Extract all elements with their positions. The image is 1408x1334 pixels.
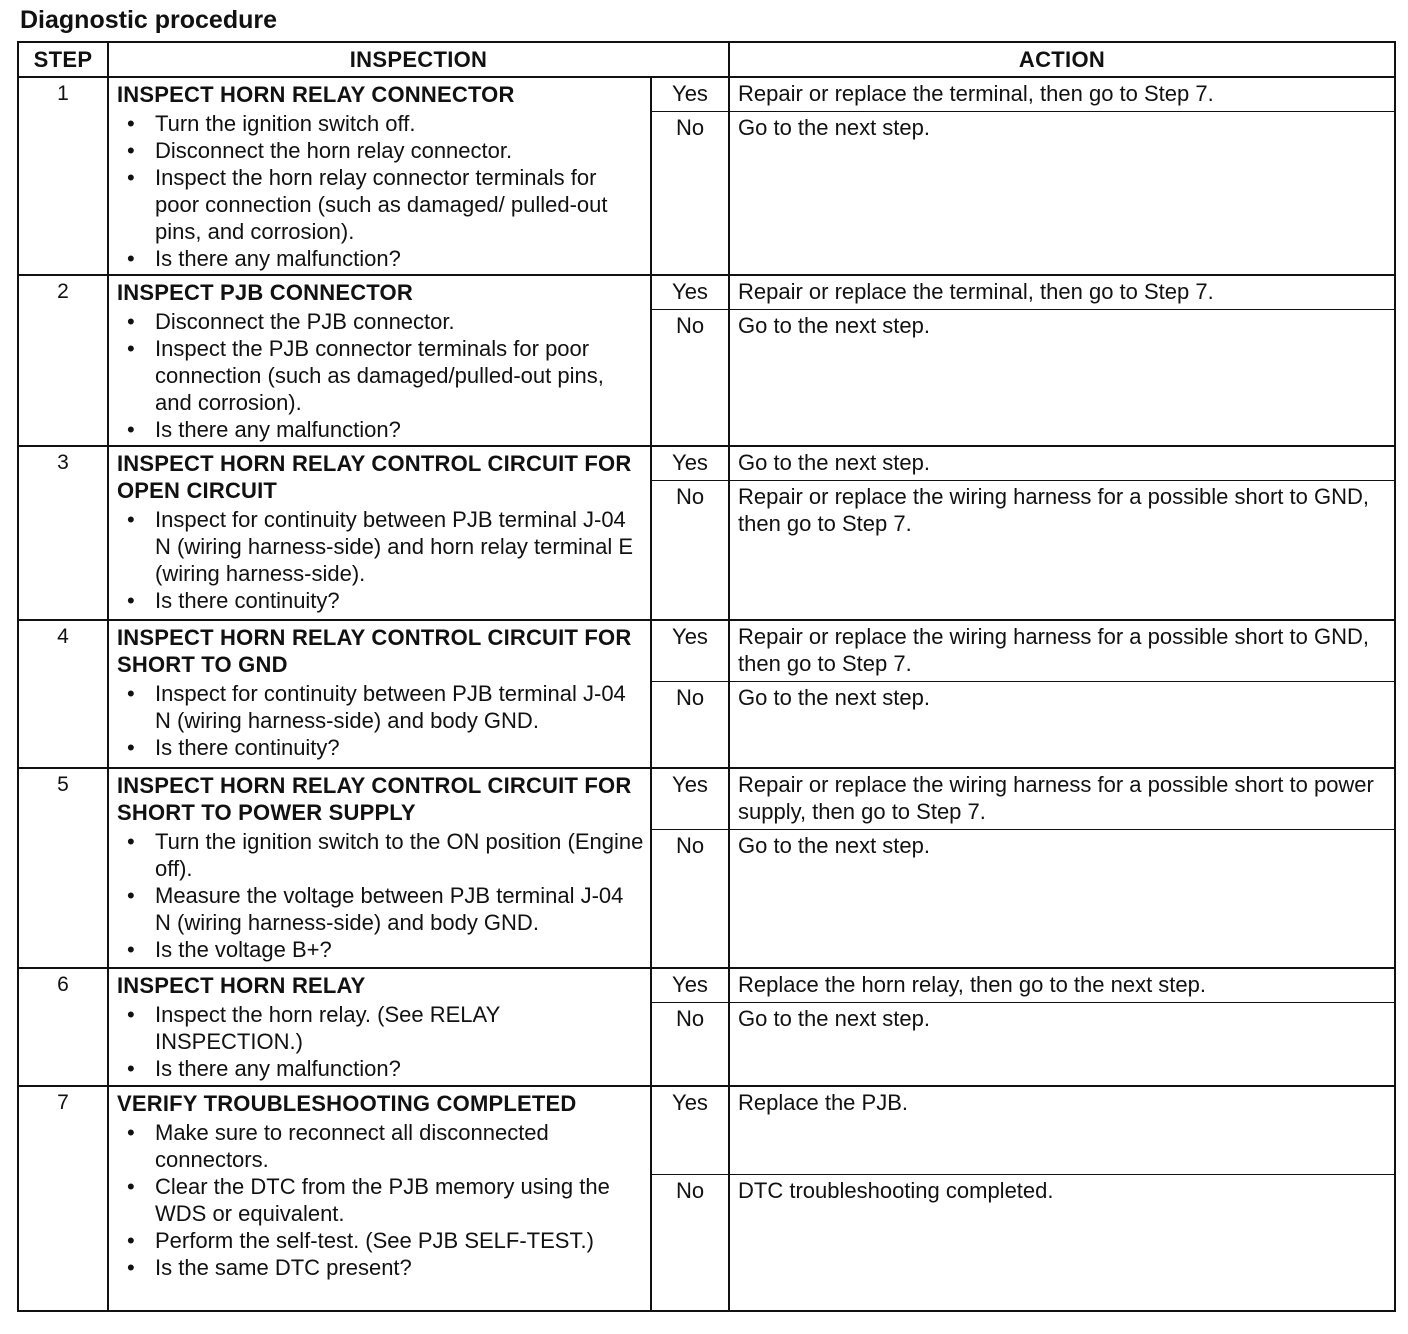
step-number: 4	[19, 621, 109, 769]
step-number: 3	[19, 447, 109, 621]
inspection-bullet: • Is the same DTC present?	[117, 1254, 644, 1281]
yes-label: Yes	[652, 447, 728, 481]
inspection-bullets	[117, 680, 644, 761]
inspection-bullet: • Is the voltage B+?	[117, 936, 644, 963]
inspection-bullet: • Inspect the PJB connector terminals for poor connection (such as damaged/pulled-out pins, and corrosion).	[117, 335, 644, 416]
header-step: STEP	[19, 43, 109, 78]
inspection-bullet: • Turn the ignition switch to the ON position (Engine off).	[117, 828, 644, 882]
inspection-bullet: • Make sure to reconnect all disconnected connectors.	[117, 1119, 644, 1173]
action-cell	[730, 1087, 1394, 1310]
action-cell	[730, 447, 1394, 621]
inspection-bullets	[117, 308, 644, 443]
yes-action: Repair or replace the wiring harness for a possible short to power supply, then go to Step 7.	[730, 769, 1394, 830]
no-label: No	[675, 484, 705, 509]
inspection-bullet: • Perform the self-test. (See PJB SELF-TEST.)	[117, 1227, 644, 1254]
yes-label: Yes	[652, 276, 728, 310]
no-action: Go to the next step.	[738, 1006, 931, 1031]
no-action: Go to the next step.	[738, 313, 931, 338]
yes-label: Yes	[652, 78, 728, 112]
inspection-cell	[109, 621, 652, 769]
inspection-cell	[109, 969, 652, 1087]
inspection-bullet: • Disconnect the horn relay connector.	[117, 137, 644, 164]
no-label: No	[675, 1006, 705, 1031]
no-label: No	[675, 115, 705, 140]
header-inspection: INSPECTION	[109, 43, 730, 78]
inspection-heading: VERIFY TROUBLESHOOTING COMPLETED	[117, 1091, 577, 1116]
inspection-bullets	[117, 1119, 644, 1281]
no-label: No	[675, 685, 705, 710]
no-action: DTC troubleshooting completed.	[738, 1178, 1054, 1203]
step-number: 5	[19, 769, 109, 969]
inspection-cell	[109, 447, 652, 621]
page-title: Diagnostic procedure	[20, 6, 277, 34]
inspection-cell	[109, 1087, 652, 1310]
no-label: No	[675, 1178, 705, 1203]
inspection-bullet: • Is there any malfunction?	[117, 1055, 644, 1082]
inspection-heading: INSPECT PJB CONNECTOR	[117, 280, 413, 305]
yes-no-cell	[652, 621, 730, 769]
yes-label: Yes	[652, 969, 728, 1003]
yes-no-cell	[652, 969, 730, 1087]
inspection-bullet: • Is there continuity?	[117, 587, 644, 614]
inspection-bullet: • Turn the ignition switch off.	[117, 110, 644, 137]
yes-action: Repair or replace the terminal, then go to Step 7.	[730, 78, 1394, 112]
yes-label: Yes	[652, 769, 728, 830]
diagnostic-table	[17, 41, 1396, 1312]
yes-label: Yes	[652, 1087, 728, 1175]
inspection-bullet: • Disconnect the PJB connector.	[117, 308, 644, 335]
inspection-bullet: • Inspect for continuity between PJB terminal J-04 N (wiring harness-side) and body GND.	[117, 680, 644, 734]
inspection-heading: INSPECT HORN RELAY	[117, 973, 366, 998]
inspection-bullet: • Clear the DTC from the PJB memory using the WDS or equivalent.	[117, 1173, 644, 1227]
inspection-bullet: • Is there continuity?	[117, 734, 644, 761]
inspection-bullet: • Is there any malfunction?	[117, 245, 644, 272]
header-action: ACTION	[730, 43, 1394, 78]
inspection-cell	[109, 276, 652, 447]
inspection-bullet: • Inspect for continuity between PJB terminal J-04 N (wiring harness-side) and horn relay terminal E (wiring harness-side).	[117, 506, 644, 587]
action-cell	[730, 969, 1394, 1087]
inspection-bullets	[117, 110, 644, 272]
inspection-bullets	[117, 506, 644, 614]
inspection-heading: INSPECT HORN RELAY CONTROL CIRCUIT FOR OPEN CIRCUIT	[117, 451, 632, 503]
no-action: Go to the next step.	[738, 833, 931, 858]
step-number: 7	[19, 1087, 109, 1310]
inspection-bullet: • Is there any malfunction?	[117, 416, 644, 443]
inspection-bullet: • Measure the voltage between PJB terminal J-04 N (wiring harness-side) and body GND.	[117, 882, 644, 936]
inspection-heading: INSPECT HORN RELAY CONTROL CIRCUIT FOR SHORT TO POWER SUPPLY	[117, 773, 632, 825]
yes-no-cell	[652, 78, 730, 276]
no-action: Go to the next step.	[738, 115, 931, 140]
yes-no-cell	[652, 447, 730, 621]
yes-no-cell	[652, 1087, 730, 1310]
no-action: Repair or replace the wiring harness for a possible short to GND, then go to Step 7.	[738, 484, 1369, 536]
action-cell	[730, 621, 1394, 769]
yes-no-cell	[652, 769, 730, 969]
action-cell	[730, 769, 1394, 969]
action-cell	[730, 276, 1394, 447]
no-action: Go to the next step.	[738, 685, 931, 710]
yes-action: Go to the next step.	[730, 447, 1394, 481]
inspection-bullet: • Inspect the horn relay. (See RELAY INSPECTION.)	[117, 1001, 644, 1055]
inspection-cell	[109, 78, 652, 276]
step-number: 2	[19, 276, 109, 447]
yes-no-cell	[652, 276, 730, 447]
inspection-cell	[109, 769, 652, 969]
no-label: No	[675, 833, 705, 858]
yes-label: Yes	[652, 621, 728, 682]
inspection-heading: INSPECT HORN RELAY CONTROL CIRCUIT FOR SHORT TO GND	[117, 625, 632, 677]
yes-action: Repair or replace the wiring harness for a possible short to GND, then go to Step 7.	[730, 621, 1394, 682]
inspection-bullet: • Inspect the horn relay connector terminals for poor connection (such as damaged/ pulled-out pins, and corrosion).	[117, 164, 644, 245]
inspection-bullets	[117, 828, 644, 963]
step-number: 1	[19, 78, 109, 276]
action-cell	[730, 78, 1394, 276]
yes-action: Repair or replace the terminal, then go to Step 7.	[730, 276, 1394, 310]
no-label: No	[675, 313, 705, 338]
step-number: 6	[19, 969, 109, 1087]
yes-action: Replace the horn relay, then go to the next step.	[730, 969, 1394, 1003]
inspection-heading: INSPECT HORN RELAY CONNECTOR	[117, 82, 515, 107]
inspection-bullets	[117, 1001, 644, 1082]
yes-action: Replace the PJB.	[730, 1087, 1394, 1175]
